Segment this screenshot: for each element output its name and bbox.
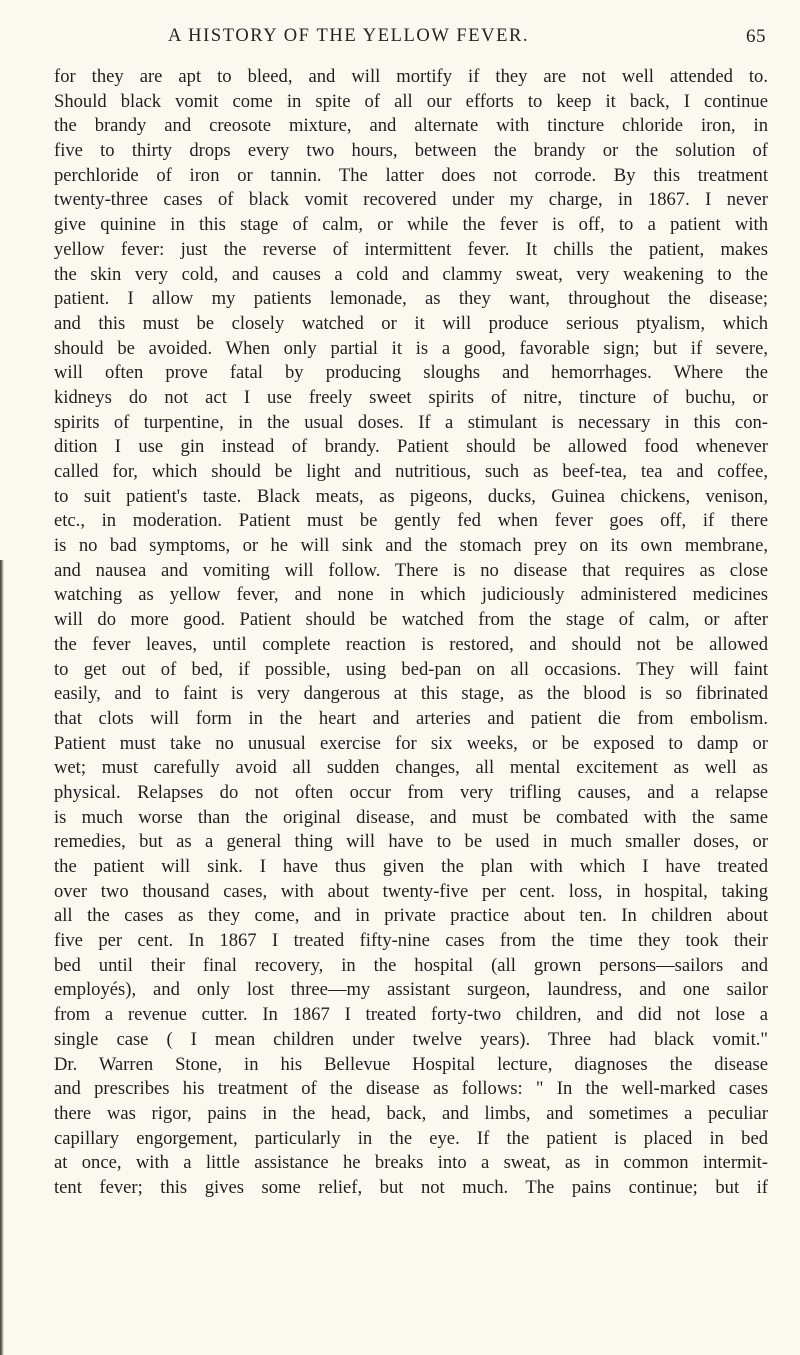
page-number: 65 (746, 26, 766, 47)
text-line: watching as yellow fever, and none in which judiciously administered medicines (54, 584, 768, 606)
text-line: remedies, but as a general thing will have to be used in much smaller doses, or (54, 831, 768, 853)
text-line: spirits of turpentine, in the usual doses. If a stimulant is necessary in this con- (54, 411, 768, 433)
body-text (54, 65, 768, 1201)
text-line: Should black vomit come in spite of all our efforts to keep it back, I continue (54, 90, 768, 112)
text-line: five to thirty drops every two hours, between the brandy or the solution of (54, 140, 768, 162)
text-line: from a revenue cutter. In 1867 I treated forty-two children, and did not lose a (54, 1004, 768, 1026)
text-line: over two thousand cases, with about twenty-five per cent. loss, in hospital, taking (54, 880, 768, 902)
text-line: Patient must take no unusual exercise for six weeks, or be exposed to damp or (54, 732, 768, 754)
text-line: and nausea and vomiting will follow. There is no disease that requires as close (54, 559, 768, 581)
text-line: the patient will sink. I have thus given the plan with which I have treated (54, 856, 768, 877)
text-line: perchloride of iron or tannin. The latter does not corrode. By this treatment (54, 164, 768, 186)
text-line: all the cases as they come, and in private practice about ten. In children about (54, 905, 768, 927)
text-line: called for, which should be light and nutritious, such as beef-tea, tea and coffee, (54, 461, 768, 482)
text-line: five per cent. In 1867 I treated fifty-nine cases from the time they took their (54, 930, 768, 952)
text-line: is much worse than the original disease, and must be combated with the same (54, 806, 768, 828)
text-line: the skin very cold, and causes a cold and clammy sweat, very weakening to the (54, 263, 768, 285)
text-line: yellow fever: just the reverse of intermittent fever. It chills the patient, makes (54, 238, 768, 260)
running-head: A HISTORY OF THE YELLOW FEVER. (168, 26, 530, 46)
text-line: should be avoided. When only partial it is a good, favorable sign; but if severe, (54, 337, 768, 359)
page-header (54, 12, 766, 52)
text-line: tent fever; this gives some relief, but not much. The pains continue; but if (54, 1176, 768, 1198)
text-line: etc., in moderation. Patient must be gently fed when fever goes off, if there (54, 510, 768, 532)
text-line: capillary engorgement, particularly in the eye. If the patient is placed in bed (54, 1127, 768, 1149)
text-line: is no bad symptoms, or he will sink and the stomach prey on its own membrane, (54, 535, 768, 557)
text-line: there was rigor, pains in the head, back, and limbs, and sometimes a peculiar (54, 1102, 768, 1124)
text-line: bed until their final recovery, in the hospital (all grown persons—sailors and (54, 954, 768, 976)
text-line: at once, with a little assistance he breaks into a sweat, as in common intermit- (54, 1152, 768, 1174)
text-line: and prescribes his treatment of the disease as follows: " In the well-marked cases (54, 1078, 768, 1100)
text-line: dition I use gin instead of brandy. Patient should be allowed food whenever (54, 436, 768, 458)
text-line: the fever leaves, until complete reaction is restored, and should not be allowed (54, 633, 768, 655)
text-line: the brandy and creosote mixture, and alternate with tincture chloride iron, in (54, 115, 768, 137)
text-line: to get out of bed, if possible, using bed-pan on all occasions. They will faint (54, 658, 768, 680)
text-line: that clots will form in the heart and arteries and patient die from embolism. (54, 707, 768, 729)
text-line: easily, and to faint is very dangerous at this stage, as the blood is so fibrinated (54, 683, 768, 705)
page-binding-shadow (0, 560, 4, 1355)
text-line: wet; must carefully avoid all sudden changes, all mental excitement as well as (54, 757, 768, 779)
text-line: will often prove fatal by producing sloughs and hemorrhages. Where the (54, 362, 768, 384)
text-line: single case ( I mean children under twelve years). Three had black vomit." (54, 1028, 768, 1050)
text-line: for they are apt to bleed, and will mortify if they are not well attended to. (54, 66, 768, 87)
text-line: to suit patient's taste. Black meats, as pigeons, ducks, Guinea chickens, venison, (54, 485, 768, 507)
text-line: give quinine in this stage of calm, or while the fever is off, to a patient with (54, 214, 768, 236)
text-line: and this must be closely watched or it will produce serious ptyalism, which (54, 312, 768, 334)
text-line: twenty-three cases of black vomit recovered under my charge, in 1867. I never (54, 189, 768, 211)
text-line: kidneys do not act I use freely sweet spirits of nitre, tincture of buchu, or (54, 386, 768, 408)
text-line: patient. I allow my patients lemonade, as they want, throughout the disease; (54, 288, 768, 310)
text-line: Dr. Warren Stone, in his Bellevue Hospital lecture, diagnoses the disease (54, 1053, 768, 1075)
text-line: will do more good. Patient should be watched from the stage of calm, or after (54, 609, 768, 631)
text-line: employés), and only lost three—my assistant surgeon, laundress, and one sailor (54, 979, 768, 1001)
text-line: physical. Relapses do not often occur from very trifling causes, and a relapse (54, 781, 768, 803)
